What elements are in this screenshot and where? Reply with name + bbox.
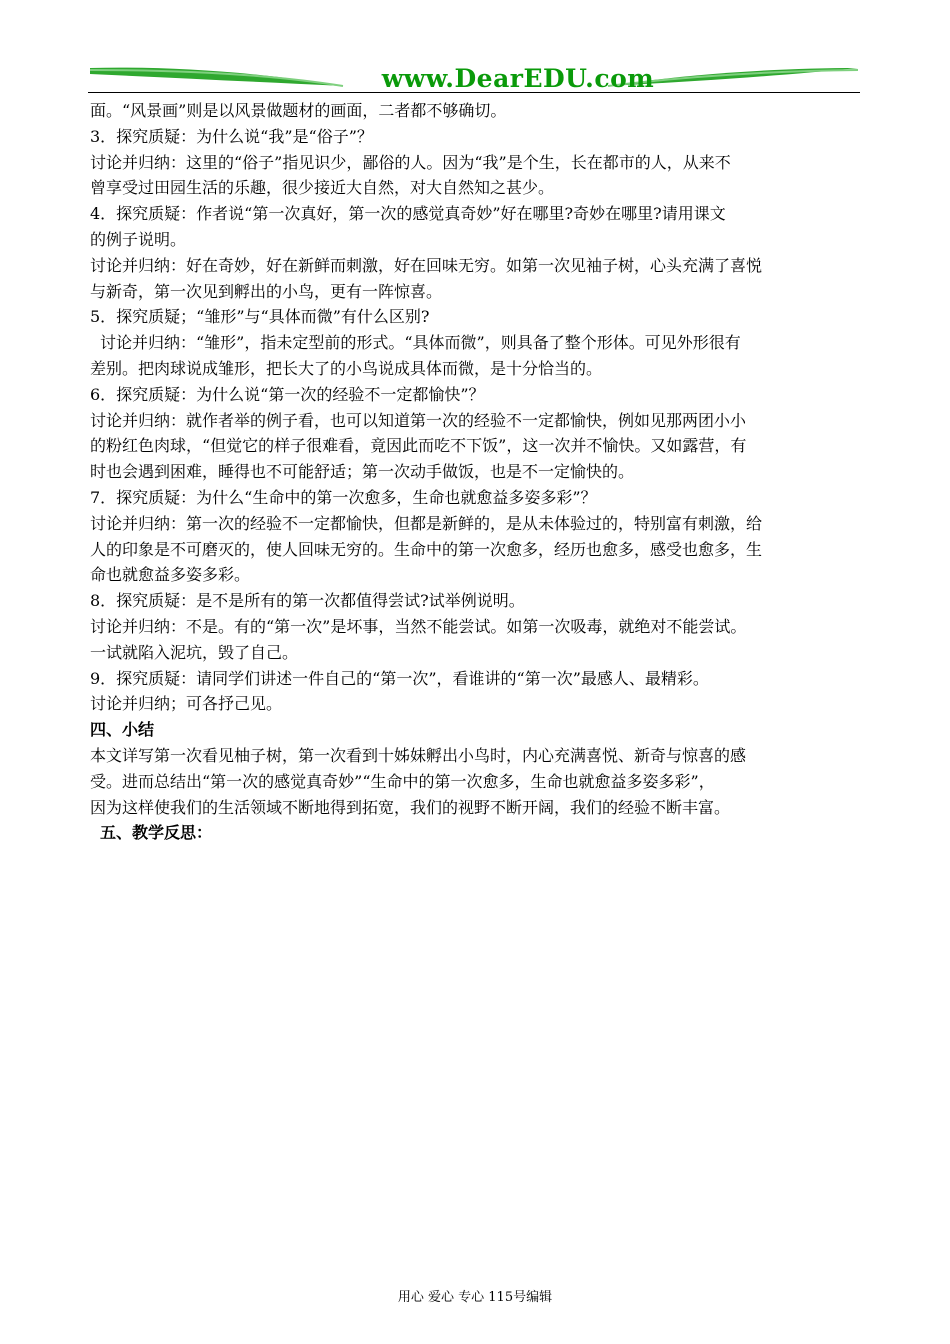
text-line: 讨论并归纳：好在奇妙，好在新鲜而刺激，好在回味无穷。如第一次见袖子树，心头充满了喜悦 — [90, 255, 763, 275]
text-line: 的粉红色肉球，“但觉它的样子很难看，竟因此而吃不下饭”，这一次并不愉快。又如露营，有 — [90, 436, 747, 456]
text-line: 受。进而总结出“第一次的感觉真奇妙”“生命中的第一次愈多，生命也就愈益多姿多彩”， — [90, 771, 715, 791]
text-line: 人的印象是不可磨灭的，使人回味无穷的。生命中的第一次愈多，经历也愈多，感受也愈多，生 — [90, 539, 763, 559]
text-line: 差别。把肉球说成雏形，把长大了的小鸟说成具体而微，是十分恰当的。 — [90, 358, 603, 378]
text-line: 讨论并归纳；可各抒己见。 — [90, 694, 283, 714]
text-line: 面。“风景画”则是以风景做题材的画面，二者都不够确切。 — [90, 101, 507, 120]
text-line: 命也就愈益多姿多彩。 — [90, 565, 251, 585]
question-7: 7．探究质疑：为什么“生命中的第一次愈多，生命也就愈益多姿多彩”？ — [90, 487, 597, 507]
header-rule — [88, 92, 860, 93]
page-footer: 用心 爱心 专心 115号编辑 — [397, 1290, 553, 1305]
text-line: 因为这样使我们的生活领域不断地得到拓宽，我们的视野不断开阔，我们的经验不断丰富。 — [90, 797, 731, 817]
text-line: 讨论并归纳：不是。有的“第一次”是坏事，当然不能尝试。如第一次吸毒，就绝对不能尝试。 — [90, 616, 747, 636]
site-header — [88, 56, 860, 96]
section-heading-reflection: 五、教学反思： — [100, 823, 213, 843]
text-line: 讨论并归纳：“雏形”，指未定型前的形式。“具体而微”，则具备了整个形体。可见外形很有 — [100, 333, 741, 353]
text-line: 讨论并归纳：就作者举的例子看，也可以知道第一次的经验不一定都愉快，例如见那两团小小 — [90, 410, 747, 430]
text-line: 的例子说明。 — [90, 229, 187, 249]
question-3: 3．探究质疑：为什么说“我”是“俗子”？ — [90, 126, 373, 146]
question-8: 8．探究质疑：是不是所有的第一次都值得尝试?试举例说明。 — [90, 591, 525, 611]
section-heading-summary: 四、小结 — [90, 720, 155, 740]
text-line: 讨论并归纳：第一次的经验不一定都愉快，但都是新鲜的，是从未体验过的，特别富有刺激，给 — [90, 513, 763, 533]
text-line: 本文详写第一次看见柚子树，第一次看到十姊妹孵出小鸟时，内心充满喜悦、新奇与惊喜的感 — [90, 745, 747, 765]
text-line: 与新奇，第一次见到孵出的小鸟，更有一阵惊喜。 — [90, 281, 443, 301]
text-line: 曾享受过田园生活的乐趣，很少接近大自然，对大自然知之甚少。 — [90, 178, 555, 198]
site-logo[interactable]: www.DearEDU.com — [381, 64, 655, 93]
question-6: 6．探究质疑：为什么说“第一次的经验不一定都愉快”？ — [90, 384, 485, 404]
question-9: 9．探究质疑：请同学们讲述一件自己的“第一次”，看谁讲的“第一次”最感人、最精彩。 — [90, 668, 709, 688]
text-line: 一试就陷入泥坑，毁了自己。 — [90, 642, 299, 662]
text-line: 时也会遇到困难，睡得也不可能舒适；第一次动手做饭，也是不一定愉快的。 — [90, 462, 635, 482]
question-5: 5．探究质疑；“雏形”与“具体而微”有什么区别? — [90, 307, 430, 327]
text-line: 讨论并归纳：这里的“俗子”指见识少，鄙俗的人。因为“我”是个生，长在都市的人，从来不 — [90, 152, 731, 172]
document-body — [90, 98, 862, 846]
question-4: 4．探究质疑：作者说“第一次真好，第一次的感觉真奇妙”好在哪里?奇妙在哪里?请用课文 — [90, 204, 726, 224]
